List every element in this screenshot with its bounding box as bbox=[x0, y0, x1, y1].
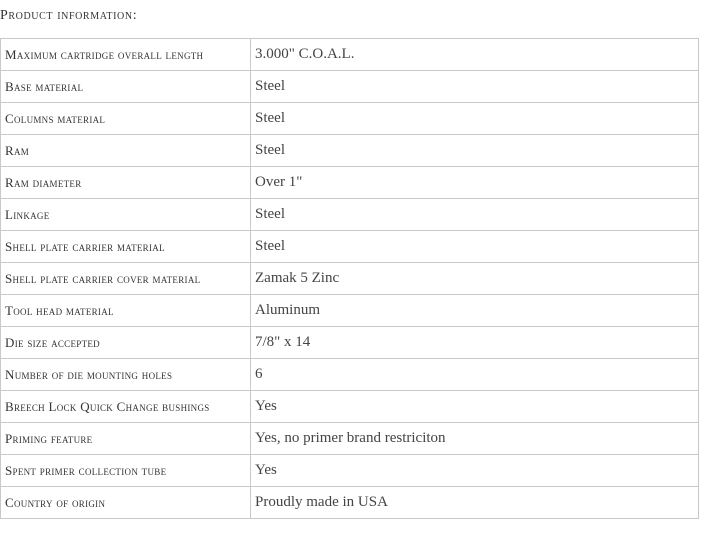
spec-value: Yes bbox=[251, 391, 699, 423]
table-row bbox=[1, 135, 699, 167]
table-row bbox=[1, 199, 699, 231]
spec-value: 7/8" x 14 bbox=[251, 327, 699, 359]
spec-label: Breech Lock Quick Change bushings bbox=[1, 391, 251, 423]
section-title: Product information: bbox=[0, 8, 138, 23]
table-row bbox=[1, 455, 699, 487]
spec-label: Tool head material bbox=[1, 295, 251, 327]
spec-label: Maximum cartridge overall length bbox=[1, 39, 251, 71]
product-information-table bbox=[0, 38, 699, 519]
table-row bbox=[1, 71, 699, 103]
spec-value: 6 bbox=[251, 359, 699, 391]
spec-label: Ram bbox=[1, 135, 251, 167]
table-row bbox=[1, 359, 699, 391]
spec-value: Aluminum bbox=[251, 295, 699, 327]
spec-value: Steel bbox=[251, 71, 699, 103]
table-row bbox=[1, 327, 699, 359]
spec-label: Country of origin bbox=[1, 487, 251, 519]
table-row bbox=[1, 263, 699, 295]
spec-value: Zamak 5 Zinc bbox=[251, 263, 699, 295]
table-row bbox=[1, 167, 699, 199]
spec-value: Yes bbox=[251, 455, 699, 487]
spec-label: Linkage bbox=[1, 199, 251, 231]
spec-value: 3.000" C.O.A.L. bbox=[251, 39, 699, 71]
spec-value: Steel bbox=[251, 135, 699, 167]
spec-label: Number of die mounting holes bbox=[1, 359, 251, 391]
table-row bbox=[1, 423, 699, 455]
spec-label: Spent primer collection tube bbox=[1, 455, 251, 487]
table-row bbox=[1, 39, 699, 71]
spec-value: Over 1" bbox=[251, 167, 699, 199]
table-row bbox=[1, 487, 699, 519]
spec-value: Steel bbox=[251, 199, 699, 231]
table-row bbox=[1, 295, 699, 327]
spec-label: Shell plate carrier cover material bbox=[1, 263, 251, 295]
table-row bbox=[1, 103, 699, 135]
table-row bbox=[1, 231, 699, 263]
spec-value: Steel bbox=[251, 103, 699, 135]
spec-label: Ram diameter bbox=[1, 167, 251, 199]
spec-value: Steel bbox=[251, 231, 699, 263]
table-row bbox=[1, 391, 699, 423]
spec-label: Base material bbox=[1, 71, 251, 103]
spec-label: Priming feature bbox=[1, 423, 251, 455]
spec-label: Shell plate carrier material bbox=[1, 231, 251, 263]
spec-label: Die size accepted bbox=[1, 327, 251, 359]
spec-value: Yes, no primer brand restriciton bbox=[251, 423, 699, 455]
spec-label: Columns material bbox=[1, 103, 251, 135]
spec-value: Proudly made in USA bbox=[251, 487, 699, 519]
